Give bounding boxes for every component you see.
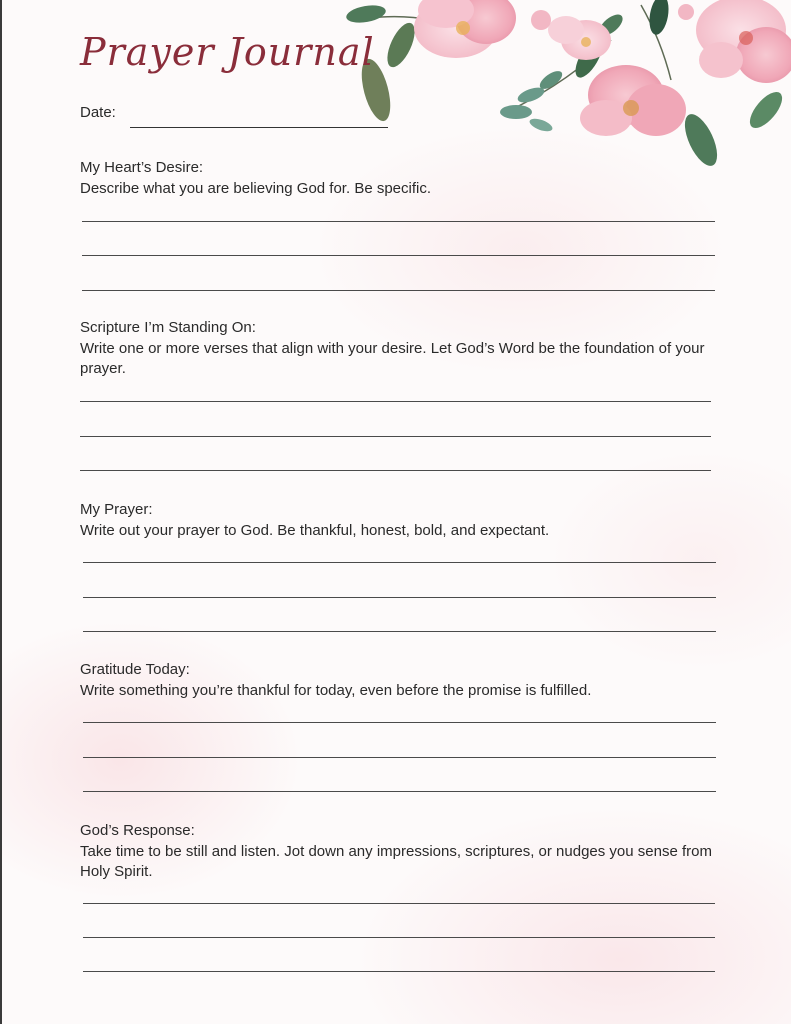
section-description: Write something you’re thankful for today, even before the promise is fulfilled. <box>80 682 592 699</box>
section-description: Take time to be still and listen. Jot down any impressions, scriptures, or nudges you sense from Holy Spirit. <box>80 843 712 880</box>
writing-line[interactable] <box>82 290 715 291</box>
writing-line[interactable] <box>83 937 715 938</box>
writing-line[interactable] <box>83 597 716 598</box>
section-hearts-desire <box>80 158 720 199</box>
section-gods-response <box>80 821 720 882</box>
section-title: Scripture I’m Standing On: <box>80 319 256 336</box>
writing-line[interactable] <box>83 562 716 563</box>
floral-decoration-icon <box>341 0 791 175</box>
writing-line[interactable] <box>82 255 715 256</box>
section-title: Gratitude Today: <box>80 661 190 678</box>
page-left-edge <box>0 0 2 1024</box>
writing-line[interactable] <box>83 791 716 792</box>
writing-line[interactable] <box>83 971 715 972</box>
section-gratitude <box>80 660 720 701</box>
section-description: Describe what you are believing God for. Be specific. <box>80 180 432 197</box>
section-title: God’s Response: <box>80 822 195 839</box>
writing-line[interactable] <box>83 631 716 632</box>
writing-line[interactable] <box>83 903 715 904</box>
section-title: My Heart’s Desire: <box>80 159 204 176</box>
writing-line[interactable] <box>83 722 716 723</box>
page-title: Prayer Journal <box>80 30 375 74</box>
section-description: Write out your prayer to God. Be thankful, honest, bold, and expectant. <box>80 522 550 539</box>
section-scripture <box>80 318 720 379</box>
writing-line[interactable] <box>83 757 716 758</box>
date-row <box>80 104 388 121</box>
writing-line[interactable] <box>82 221 715 222</box>
writing-line[interactable] <box>80 470 711 471</box>
date-label: Date: <box>80 104 116 121</box>
writing-line[interactable] <box>80 436 711 437</box>
section-title: My Prayer: <box>80 501 153 518</box>
section-description: Write one or more verses that align with your desire. Let God’s Word be the foundation of your prayer. <box>80 340 705 377</box>
writing-line[interactable] <box>80 401 711 402</box>
date-field[interactable] <box>130 127 388 128</box>
section-my-prayer <box>80 500 720 541</box>
